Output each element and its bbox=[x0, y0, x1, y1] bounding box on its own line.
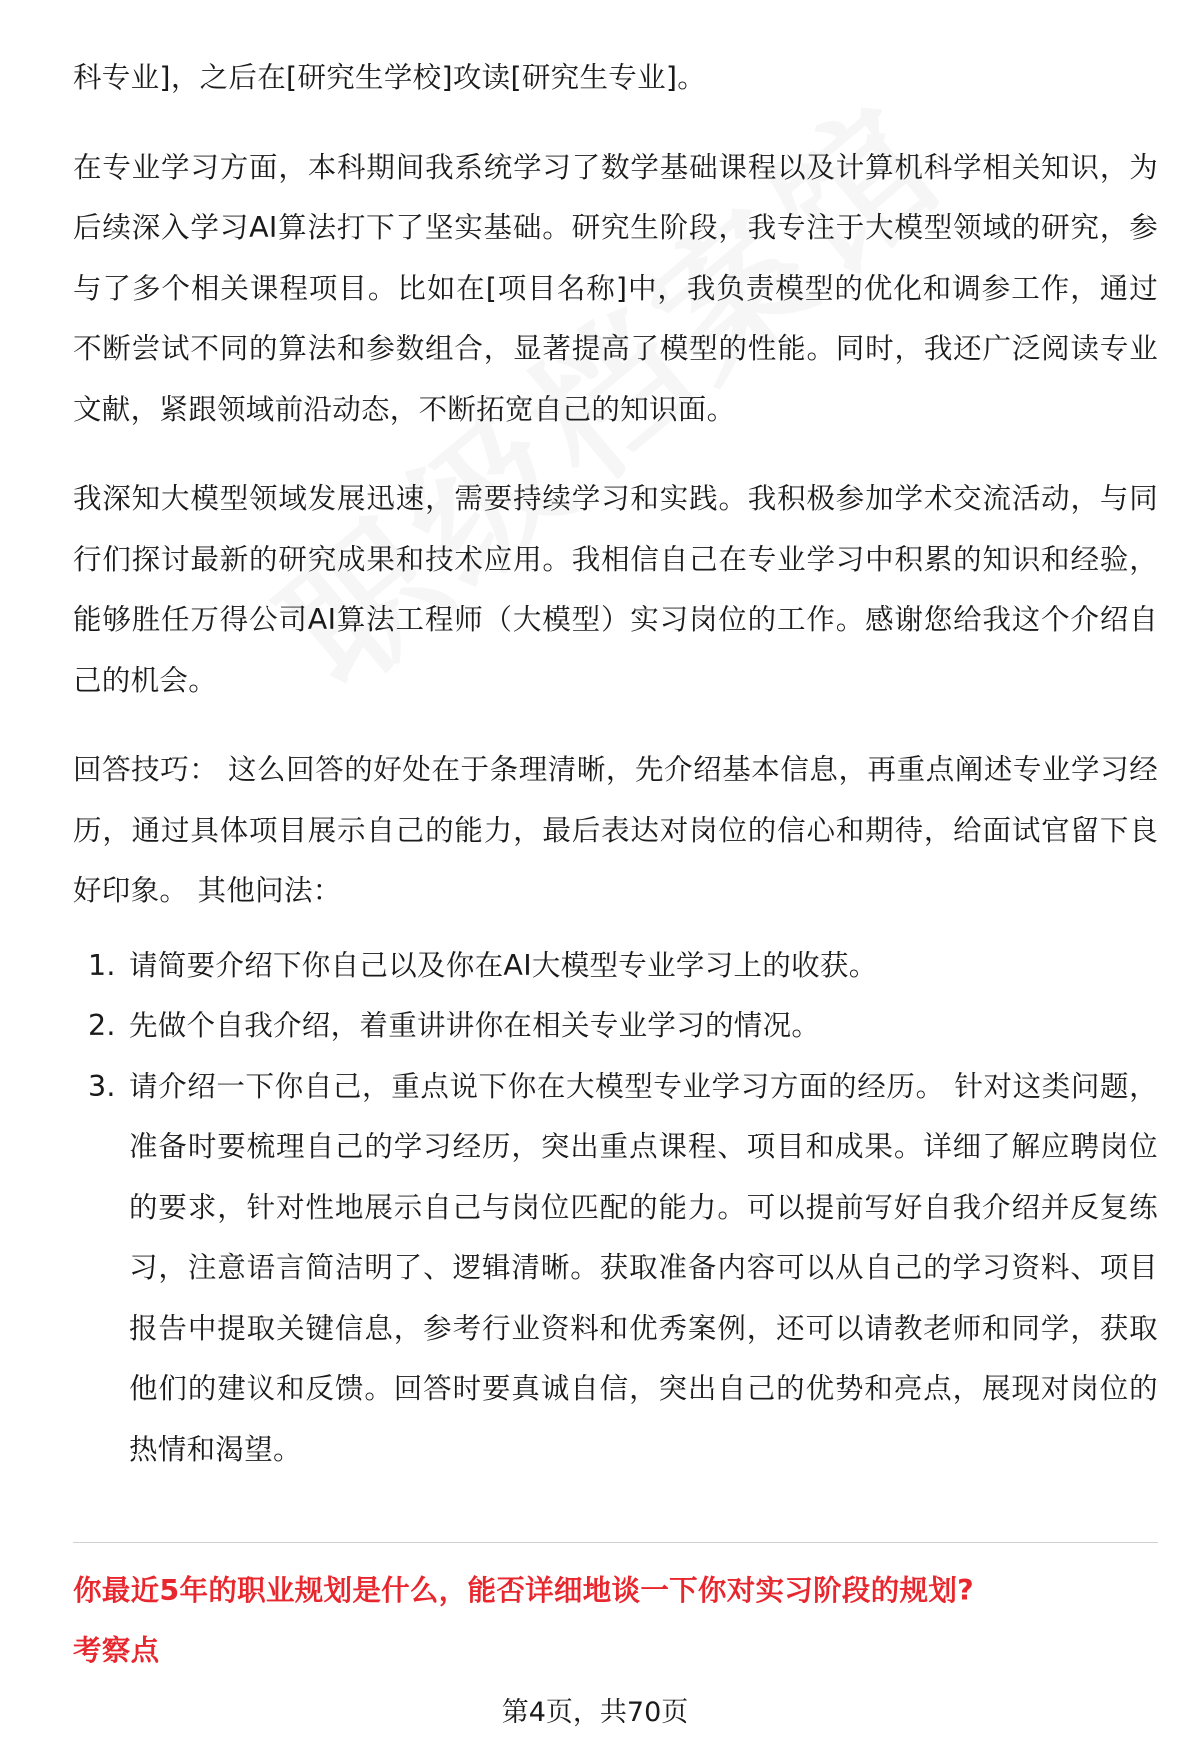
section-subheading: 考察点 bbox=[73, 1634, 160, 1667]
list-item-text: 请简要介绍下你自己以及你在AI大模型专业学习上的收获。 bbox=[129, 948, 878, 982]
list-item-text: 请介绍一下你自己，重点说下你在大模型专业学习方面的经历。 针对这类问题，准备时要梳理自己的学习经历，突出重点课程、项目和成果。详细了解应聘岗位的要求，针对性地展示自己与岗位匹配的能力。可以提前写好自我介绍并反复练习，注意语言简洁明了、逻辑清晰。获取准备内容可以从自己的学习资料、项目报告中提取关键信息，参考行业资料和优秀案例，还可以请教老师和同学，获取他们的建议和反馈。回答时要真诚自信，突出自己的优势和亮点，展现对岗位的热情和渴望。 bbox=[129, 1069, 1158, 1466]
section-divider bbox=[73, 1542, 1158, 1543]
alternative-questions-list bbox=[73, 936, 1158, 1481]
list-item bbox=[73, 936, 1158, 997]
list-number: 3. bbox=[88, 1069, 116, 1103]
page-number: 第4页，共70页 bbox=[501, 1697, 689, 1728]
list-item bbox=[73, 1057, 1158, 1481]
list-item bbox=[73, 996, 1158, 1057]
paragraph-intro-end: 科专业]，之后在[研究生学校]攻读[研究生专业]。 bbox=[73, 61, 707, 94]
list-number: 2. bbox=[88, 1009, 116, 1042]
page-content bbox=[73, 48, 1158, 1480]
list-item-text: 先做个自我介绍，着重讲讲你在相关专业学习的情况。 bbox=[129, 1009, 821, 1042]
paragraph-closing: 我深知大模型领域发展迅速，需要持续学习和实践。我积极参加学术交流活动，与同行们探讨最新的研究成果和技术应用。我相信自己在专业学习中积累的知识和经验，能够胜任万得公司AI算法工程师（大模型）实习岗位的工作。感谢您给我这个介绍自己的机会。 bbox=[73, 482, 1158, 697]
question-heading: 你最近5年的职业规划是什么，能否详细地谈一下你对实习阶段的规划? bbox=[73, 1574, 974, 1607]
paragraph-study: 在专业学习方面，本科期间我系统学习了数学基础课程以及计算机科学相关知识，为后续深入学习AI算法打下了坚实基础。研究生阶段，我专注于大模型领域的研究，参与了多个相关课程项目。比如在[项目名称]中，我负责模型的优化和调参工作，通过不断尝试不同的算法和参数组合，显著提高了模型的性能。同时，我还广泛阅读专业文献，紧跟领域前沿动态，不断拓宽自己的知识面。 bbox=[73, 150, 1158, 426]
list-number: 1. bbox=[88, 948, 116, 982]
paragraph-answer-tips: 回答技巧： 这么回答的好处在于条理清晰，先介绍基本信息，再重点阐述专业学习经历，通过具体项目展示自己的能力，最后表达对岗位的信心和期待，给面试官留下良好印象。 其他问法： bbox=[73, 753, 1158, 907]
